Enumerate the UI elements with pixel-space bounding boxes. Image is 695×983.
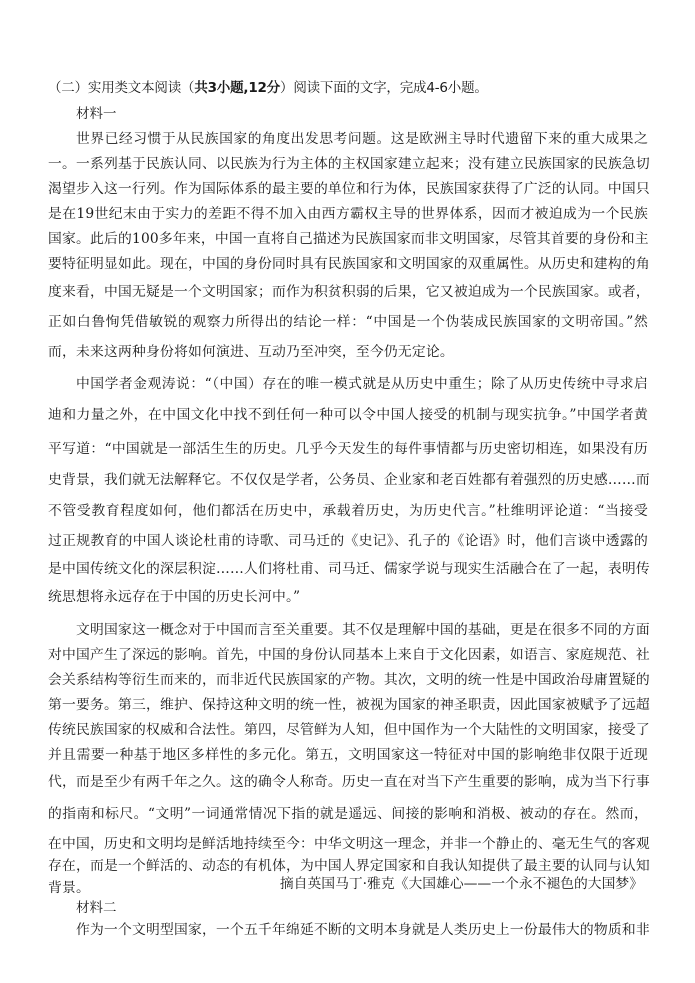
paragraph-line: 而，未来这两种身份将如何演进、互动乃至冲突，至今仍无定论。: [48, 344, 454, 360]
paragraph-line: 要特征明显如此。现在，中国的身份同时具有民族国家和文明国家的双重属性。从历史和建构的角: [48, 256, 650, 272]
paragraph-line: 并且需要一种基于地区多样性的多元化。第五，文明国家这一特征对中国的影响绝非仅限于近现: [48, 747, 648, 763]
paragraph-line: 世界已经习惯于从民族国家的角度出发思考问题。这是欧洲主导时代遗留下来的重大成果之: [76, 131, 648, 147]
heading-suffix: ）阅读下面的文字，完成4-6小题。: [280, 80, 488, 96]
paragraph-line: 渴望步入这一行列。作为国际体系的最主要的单位和行为体，民族国家获得了广泛的认同。中国只: [48, 181, 650, 197]
paragraph-line: 史背景，我们就无法解释它。不仅仅是学者，公务员、企业家和老百姓都有着强烈的历史感……而: [48, 472, 650, 488]
paragraph-line: 背景。: [48, 880, 90, 896]
heading-prefix: （二）实用类文本阅读（: [48, 80, 195, 96]
material-one-label: 材料一: [76, 106, 117, 122]
paragraph-line: 对中国产生了深远的影响。首先，中国的身份认同基本上来自于文化因素，如语言、家庭规范、社: [48, 647, 650, 663]
paragraph-line: 迪和力量之外，在中国文化中找不到任何一种可以令中国人接受的机制与现实抗争。”中国学者黄: [48, 407, 648, 423]
paragraph-line: 国家。此后的100多年来，中国一直将自己描述为民族国家而非文明国家，尽管其首要的身份和主: [48, 231, 649, 247]
paragraph-line: 是中国传统文化的深层积淀……人们将杜甫、司马迁、儒家学说与现实生活融合在了一起，表明传: [48, 561, 650, 577]
paragraph-line: 传统民族国家的权威和合法性。第四，尽管鲜为人知，但中国作为一个大陆性的文明国家，接受了: [48, 722, 650, 738]
heading-score: 共3小题,12分: [194, 80, 281, 96]
paragraph-line: 会关系结构等衍生而来的，而非近代民族国家的产物。其次，文明的统一性是中国政治母庸置疑的: [48, 672, 650, 688]
source-citation: 摘自英国马丁·雅克《大国雄心——一个永不褪色的大国梦》: [279, 876, 643, 892]
paragraph-line: 一。一系列基于民族认同、以民族为行为主体的主权国家建立起来；没有建立民族国家的民族急切: [48, 156, 650, 172]
paragraph-line: 统思想将永远存在于中国的历史长河中。”: [48, 589, 301, 605]
paragraph-line: 在中国，历史和文明均是鲜活地持续至今：中华文明这一理念，并非一个静止的、毫无生气的客观: [48, 836, 650, 852]
section-heading: [48, 78, 658, 98]
paragraph-line: 过正规教育的中国人谈论杜甫的诗歌、司马迁的《史记》、孔子的《论语》时，他们言谈中透露的: [48, 533, 648, 549]
paragraph-line: 不管受教育程度如何，他们都活在历史中，承载着历史，为历史代言。”杜维明评论道：“当接受: [48, 503, 648, 519]
paragraph-line: 代，而是至少有两千年之久。这的确令人称奇。历史一直在对当下产生重要的影响，成为当下行事: [48, 774, 650, 790]
paragraph-line: 正如白鲁恂凭借敏锐的观察力所得出的结论一样：“中国是一个伪装成民族国家的文明帝国。”然: [48, 314, 648, 330]
paragraph-line: 第一要务。第三，维护、保持这种文明的统一性，被视为国家的神圣职责，因此国家被赋予了远超: [48, 697, 650, 713]
paragraph-line: 度来看，中国无疑是一个文明国家；而作为积贫积弱的后果，它又被迫成为一个民族国家。或者，: [48, 284, 650, 300]
paragraph-line: 中国学者金观涛说：“（中国）存在的唯一模式就是从历史中重生；除了从历史传统中寻求启: [76, 376, 648, 392]
material-two-label: 材料二: [76, 900, 117, 916]
paragraph-line: 作为一个文明型国家，一个五千年绵延不断的文明本身就是人类历史上一份最伟大的物质和非: [76, 922, 650, 938]
paragraph-line: 存在，而是一个鲜活的、动态的有机体，为中国人界定国家和自我认知提供了最主要的认同与认知: [48, 858, 650, 874]
paragraph-line: 是在19世纪末由于实力的差距不得不加入由西方霸权主导的世界体系，因而才被迫成为一个民族: [48, 206, 648, 222]
paragraph-line: 平写道：“中国就是一部活生生的历史。几乎今天发生的每件事情都与历史密切相连，如果没有历: [48, 441, 648, 457]
paragraph-line: 的指南和标尺。“文明”一词通常情况下指的就是遥远、间接的影响和消极、被动的存在。然而，: [48, 806, 648, 822]
paragraph-line: 文明国家这一概念对于中国而言至关重要。其不仅是理解中国的基础，更是在很多不同的方面: [76, 622, 650, 638]
